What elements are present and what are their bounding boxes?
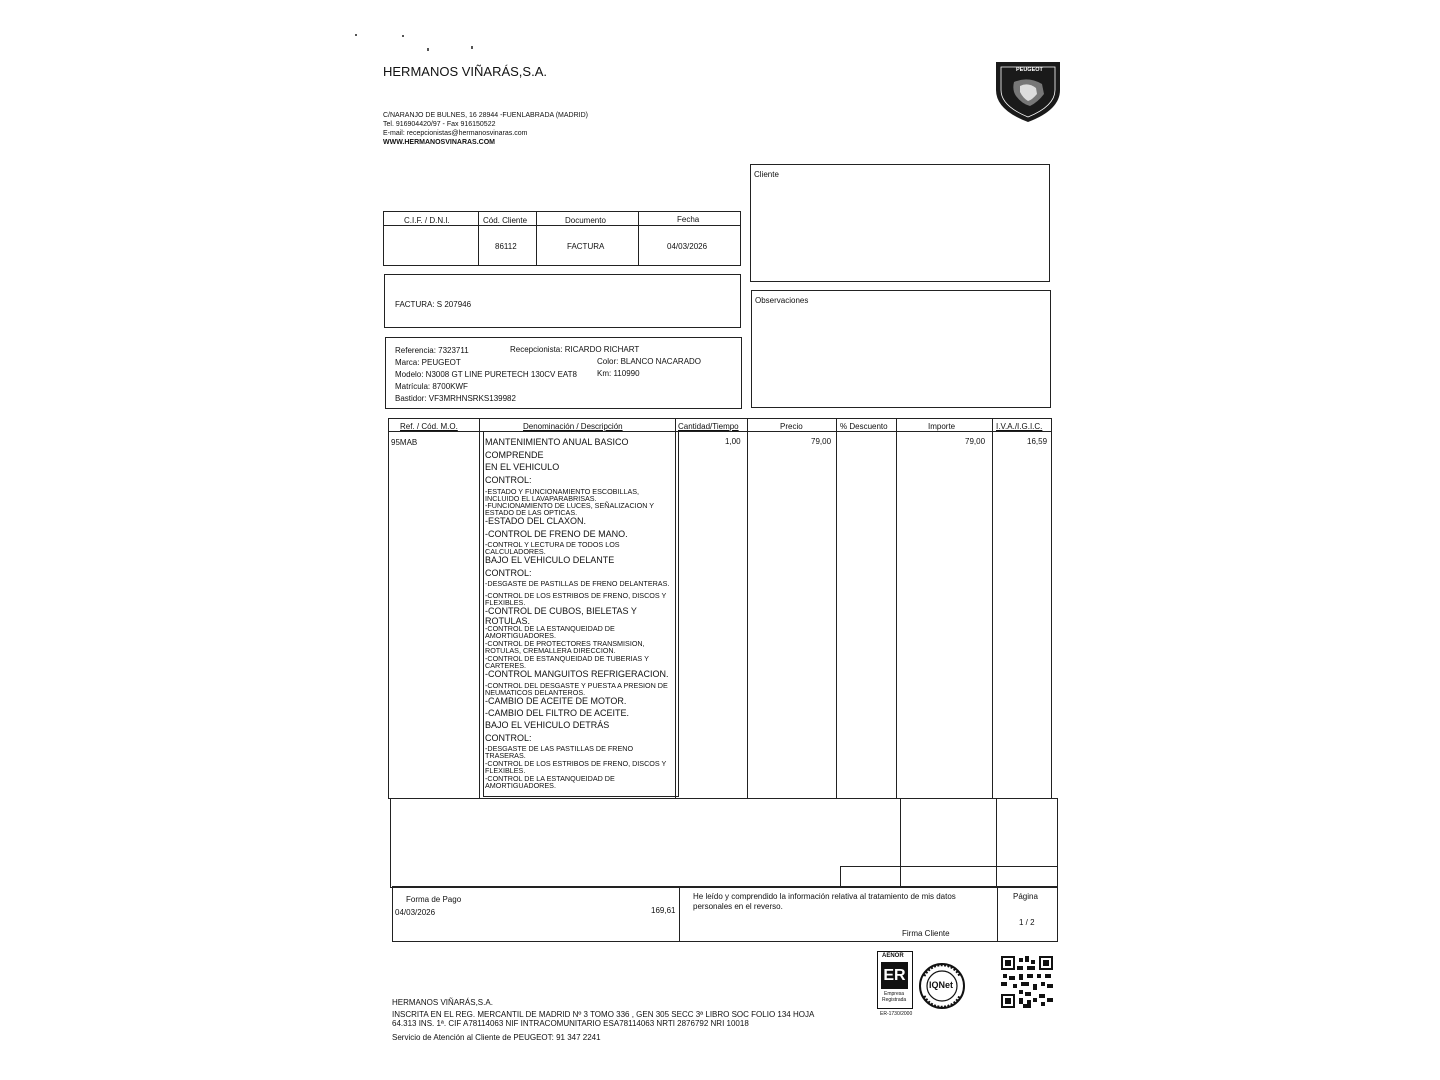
lines-col-divider [479, 418, 480, 799]
totals-col-divider [840, 866, 841, 888]
privacy-notice-1: He leído y comprendido la información relativa al tratamiento de mis datos [693, 892, 956, 901]
aenor-sub1: Empresa [884, 991, 905, 997]
qr-code [1001, 956, 1053, 1008]
lines-col-divider [992, 418, 993, 799]
desc-line: AMORTIGUADORES. [485, 631, 556, 640]
iqnet-text: IQNet [929, 980, 954, 990]
legal-line-1: INSCRITA EN EL REG. MERCANTIL DE MADRID Nº 3 TOMO 336 , GEN 305 SECC 3ª LIBRO SOC FOLIO 134 HOJA [392, 1010, 815, 1019]
desc-line: -CONTROL MANGUITOS REFRIGERACION. [485, 669, 669, 679]
observations-label: Observaciones [755, 296, 809, 305]
lines-col-divider [747, 418, 748, 799]
desc-line: ROTULAS, CREMALLERA DIRECCION. [485, 646, 616, 655]
desc-line: -CONTROL DE FRENO DE MANO. [485, 529, 628, 539]
lines-col-divider [675, 418, 676, 799]
footer-divider [679, 886, 680, 942]
aenor-code: ER-1730/2000 [880, 1011, 913, 1017]
desc-line: -CONTROL DE PROTECTORES TRANSMISION, [485, 639, 645, 648]
header-col-divider [478, 211, 479, 266]
col-cantidad: Cantidad/Tiempo [678, 422, 739, 431]
desc-line: -CONTROL DE LOS ESTRIBOS DE FRENO, DISCOS Y [485, 591, 667, 600]
vehicle-matricula: Matrícula: 8700KWF [395, 382, 468, 391]
desc-inner-line [483, 432, 484, 797]
lines-col-divider [836, 418, 837, 799]
observations-box [751, 290, 1051, 408]
header-fecha: Fecha [677, 215, 700, 224]
vehicle-marca: Marca: PEUGEOT [395, 358, 461, 367]
desc-inner-line [678, 432, 679, 797]
client-label: Cliente [754, 170, 779, 179]
vehicle-color: Color: BLANCO NACARADO [597, 357, 702, 366]
col-ref: Ref. / Cód. M.O. [400, 422, 458, 431]
col-iva: I.V.A./I.G.I.C. [996, 422, 1043, 431]
peugeot-logo [992, 60, 1064, 124]
row-ref: 95MAB [391, 438, 418, 447]
value-fecha: 04/03/2026 [667, 242, 708, 251]
totals-col-divider [996, 798, 997, 888]
desc-line: -CAMBIO DE ACEITE DE MOTOR. [485, 696, 627, 706]
desc-line: CARTERES. [485, 661, 527, 670]
row-precio: 79,00 [811, 437, 832, 446]
desc-line: COMPRENDE [485, 450, 544, 460]
total-amount: 169,61 [651, 906, 676, 915]
forma-pago-label: Forma de Pago [406, 895, 462, 904]
aenor-logo [877, 951, 913, 1009]
desc-line: CONTROL: [485, 568, 532, 578]
scan-speckle [471, 46, 473, 49]
totals-col-divider [900, 798, 901, 888]
aenor-text: AENOR [882, 953, 904, 959]
desc-line: CONTROL: [485, 733, 532, 743]
desc-line: FLEXIBLES. [485, 598, 526, 607]
desc-line: -CONTROL DE CUBOS, BIELETAS Y [485, 606, 637, 616]
row-iva: 16,59 [1027, 437, 1048, 446]
desc-line: -CONTROL Y LECTURA DE TODOS LOS [485, 540, 620, 549]
desc-line: -FUNCIONAMIENTO DE LUCES, SEÑALIZACION Y [485, 501, 655, 510]
desc-line: BAJO EL VEHICULO DELANTE [485, 555, 615, 565]
aenor-er-text: ER [883, 967, 906, 984]
company-name: HERMANOS VIÑARÁS,S.A. [383, 64, 547, 79]
scan-speckle [402, 35, 404, 37]
desc-line: CALCULADORES. [485, 547, 546, 556]
desc-line: ESTADO DE LAS OPTICAS. [485, 508, 578, 517]
totals-area [390, 798, 1058, 888]
vehicle-recepcionista: Recepcionista: RICARDO RICHART [510, 345, 640, 354]
desc-line: BAJO EL VEHICULO DETRÁS [485, 720, 610, 730]
totals-divider [840, 866, 1058, 867]
scan-speckle [427, 48, 429, 51]
header-cif: C.I.F. / D.N.I. [404, 216, 450, 225]
value-cod-cliente: 86112 [495, 242, 517, 251]
desc-line: AMORTIGUADORES. [485, 781, 556, 790]
desc-line: -DESGASTE DE LAS PASTILLAS DE FRENO [485, 744, 634, 753]
col-importe: Importe [928, 422, 956, 431]
col-descripcion: Denominación / Descripción [523, 422, 623, 431]
header-col-divider [638, 211, 639, 266]
desc-line: -ESTADO Y FUNCIONAMIENTO ESCOBILLAS, [485, 487, 640, 496]
row-cantidad: 1,00 [725, 437, 741, 446]
desc-line: INCLUIDO EL LAVAPARABRISAS. [485, 494, 597, 503]
aenor-sub2: Registrada [882, 997, 907, 1003]
desc-line: MANTENIMIENTO ANUAL BASICO [485, 437, 629, 447]
desc-line: EN EL VEHICULO [485, 462, 560, 472]
desc-line: -DESGASTE DE PASTILLAS DE FRENO DELANTERAS. [485, 579, 670, 588]
customer-service: Servicio de Atención al Cliente de PEUGEOT: 91 347 2241 [392, 1033, 601, 1042]
company-address: C/NARANJO DE BULNES, 16 28944 -FUENLABRADA (MADRID) [383, 112, 588, 119]
desc-line: -CAMBIO DEL FILTRO DE ACEITE. [485, 708, 630, 718]
header-documento: Documento [565, 216, 606, 225]
client-box [750, 164, 1050, 282]
vehicle-modelo: Modelo: N3008 GT LINE PURETECH 130CV EAT8 [395, 370, 577, 379]
desc-line: FLEXIBLES. [485, 766, 526, 775]
privacy-notice-2: personales en el reverso. [693, 902, 783, 911]
vehicle-referencia: Referencia: 7323711 [395, 346, 469, 355]
invoice-number: FACTURA: S 207946 [395, 300, 472, 309]
desc-line: -CONTROL DE LA ESTANQUEIDAD DE [485, 774, 615, 783]
value-documento: FACTURA [567, 242, 605, 251]
aenor-er-mark [881, 962, 908, 989]
desc-inner-bottom [483, 796, 678, 797]
pagina-value: 1 / 2 [1019, 918, 1035, 927]
peugeot-logo-text: PEUGEOT [1016, 67, 1043, 73]
lines-col-divider [896, 418, 897, 799]
vehicle-km: Km: 110990 [597, 369, 640, 378]
header-col-divider [536, 211, 537, 266]
col-descuento: % Descuento [840, 422, 888, 431]
col-precio: Precio [780, 422, 803, 431]
header-table-divider [383, 225, 741, 226]
desc-line: -ESTADO DEL CLAXON. [485, 516, 587, 526]
firma-cliente: Firma Cliente [902, 929, 950, 938]
pagina-label: Página [1013, 892, 1038, 901]
desc-line: TRASERAS. [485, 751, 526, 760]
legal-line-2: 64.313 INS. 1ª. CIF A78114063 NIF INTRACOMUNITARIO ESA78114063 NRTI 2876792 NRI 10018 [392, 1019, 749, 1028]
desc-line: NEUMATICOS DELANTEROS. [485, 688, 586, 697]
desc-line: ROTULAS. [485, 616, 531, 626]
desc-line: -CONTROL DE LOS ESTRIBOS DE FRENO, DISCOS Y [485, 759, 667, 768]
row-importe: 79,00 [965, 437, 986, 446]
desc-line: -CONTROL DE ESTANQUEIDAD DE TUBERIAS Y [485, 654, 649, 663]
forma-pago-date: 04/03/2026 [395, 908, 436, 917]
company-phone: Tel. 916904420/97 - Fax 916150522 [383, 121, 496, 128]
desc-line: -CONTROL DEL DESGASTE Y PUESTA A PRESION DE [485, 681, 668, 690]
header-cod-cliente: Cód. Cliente [483, 216, 528, 225]
company-email: E-mail: recepcionistas@hermanosvinaras.com [383, 130, 528, 137]
desc-line: -CONTROL DE LA ESTANQUEIDAD DE [485, 624, 615, 633]
scan-speckle [355, 34, 357, 36]
company-web: WWW.HERMANOSVINARAS.COM [383, 139, 495, 146]
iqnet-logo [918, 962, 966, 1010]
lines-header-divider [388, 431, 1052, 432]
vehicle-bastidor: Bastidor: VF3MRHNSRKS139982 [395, 394, 516, 403]
legal-company-name: HERMANOS VIÑARÁS,S.A. [392, 998, 493, 1007]
footer-divider [997, 886, 998, 942]
desc-line: CONTROL: [485, 475, 532, 485]
